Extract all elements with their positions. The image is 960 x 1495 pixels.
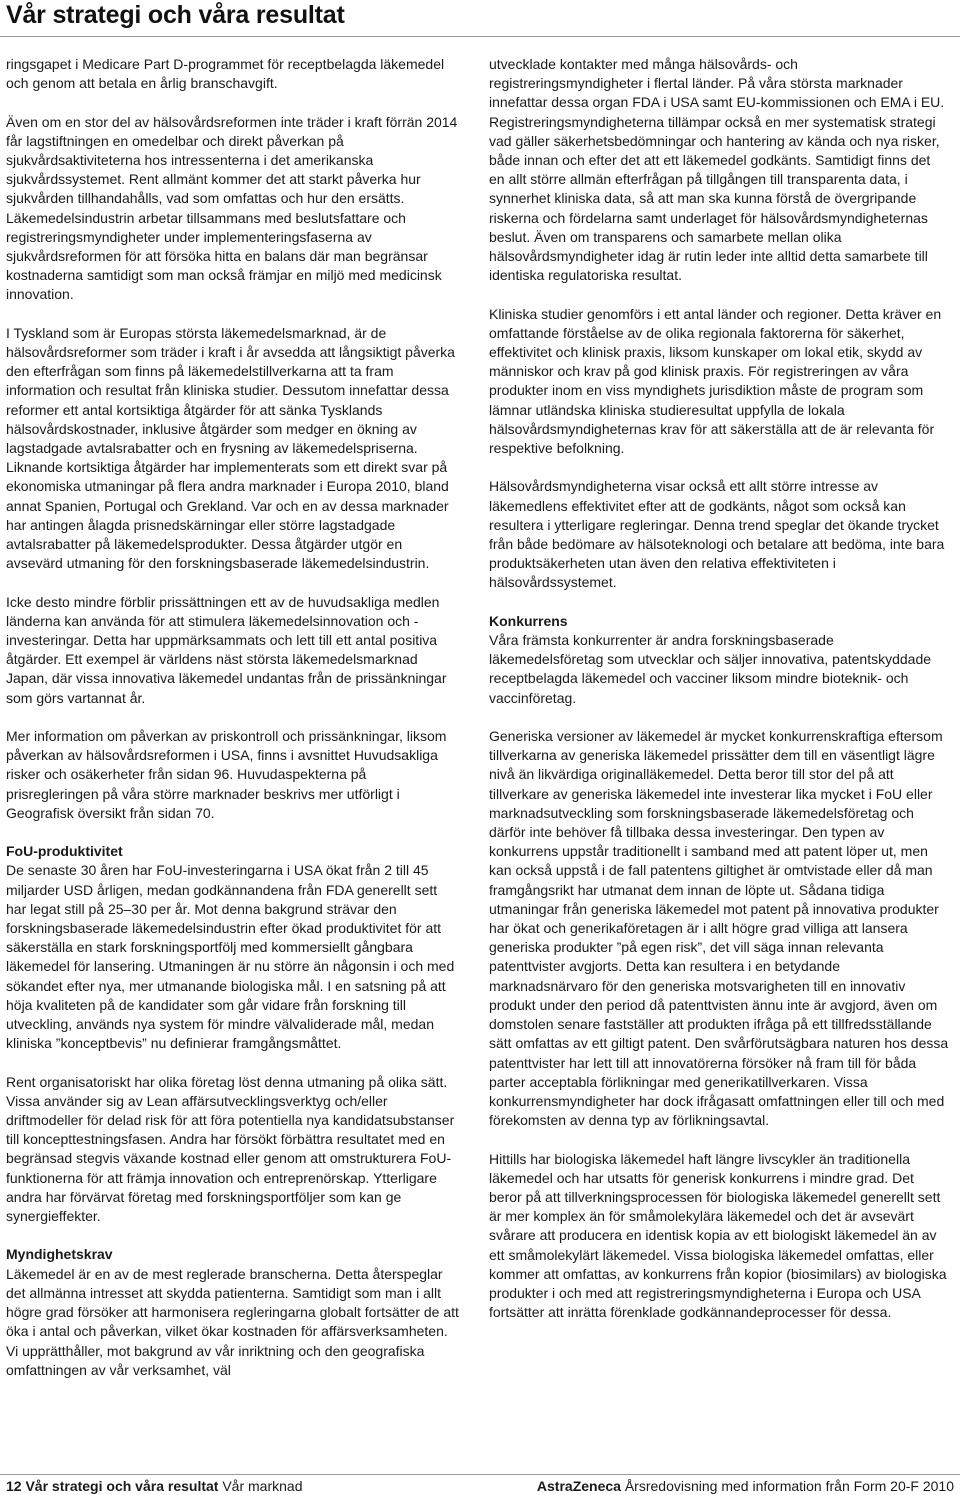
paragraph: ringsgapet i Medicare Part D-programmet för receptbelagda läkemedel och genom att betala en årlig branschavgift. — [6, 56, 445, 92]
paragraph: Läkemedel är en av de mest reglerade branscherna. Detta återspeglar det allmänna intresset att skydda patienterna. Samtidigt som man i allt högre grad försöker att harmonisera regleringarna globalt fortsätter de att öka i antal och påverkan, vilket ökar kostnaden för affärsverksamheten. Vi upprätthåller, mot bakgrund av vår inriktning och den geografiska omfattningen av vår verksamhet, väl — [6, 1265, 459, 1378]
paragraph: Även om en stor del av hälsovårdsreformen inte träder i kraft förrän 2014 får lagstiftningen en omedelbar och direkt påverkan på sjukvårdsaktiviteterna hos intressenterna i det amerikanska sjukvårdssystemet. Rent allmänt kommer det att starkt påverka hur sjukvården tillhandahålls, vad som omfattas och hur den ersätts. Läkemedelsindustrin arbetar tillsammans med beslutsfattare och registreringsmyndigheter under implementeringsfaserna av sjukvårdsreformen för att försöka hitta en balans där man begränsar kostnaderna samtidigt som man också främjar en miljö med medicinsk innovation. — [6, 113, 458, 303]
paragraph: Hälsovårdsmyndigheterna visar också ett allt större intresse av läkemedlens effektivitet efter att de godkänts, något som också kan resultera i ytterligare regleringar. Denna trend speglar det ökande trycket från både bedömare av hälsoteknologi och betalare att bedöma, inte bara produktsäkerheten utan även den relativa effektiviteten i hälsovårdssystemet. — [489, 478, 945, 591]
section-heading-konkurrens: Konkurrens — [489, 612, 568, 629]
paragraph: Generiska versioner av läkemedel är mycket konkurrenskraftiga eftersom tillverkarna av generiska läkemedel prissätter dem till en väsentligt lägre nivå än likvärdiga originalläkemedel. Detta beror till stor del på att tillverkare av generiska läkemedel inte investerar lika mycket i FoU eller marknadsutveckling som forskningsbaserade läkemedelsföretag och därför inte behöver få tillbaka dessa investeringar. Den typen av konkurrens uppstår traditionellt i samband med att patent löper ut, men kan också uppstå i de fall patentens giltighet är omtvistade eller då man framgångsrikt har utmanat dem innan de löpte ut. Sådana tidiga utmaningar från generiska läkemedel mot patent på innovativa produkter har ökat och generikaföretagen är i allt högre grad villiga att lansera generiska produkter ”på egen risk”, det vill säga innan relevanta patenttvister avgjorts. Detta kan resultera i en betydande marknadsnärvaro för den generiska motsvarigheten till en innovativ produkt under den period då patenttvisten ännu inte är avgjord, även om domstolen senare fastställer att produkten ifråga på ett tillfredsställande sätt omfattas av ett giltigt patent. Den svårförutsägbara naturen hos dessa patenttvister har lett till att innovatörerna försöker nå fram till för båda parter acceptabla förlikningar med generikatillverkaren. Vissa konkurrensmyndigheter har dock ifrågasatt omfattningen eller till och med förekomsten av denna typ av förlikningsavtal. — [489, 728, 949, 1129]
left-column — [6, 55, 461, 1380]
paragraph: De senaste 30 åren har FoU-investeringarna i USA ökat från 2 till 45 miljarder USD årligen, medan godkännandena från FDA generellt sett har legat still på 25–30 per år. Mot denna bakgrund strävar den forskningsbaserade läkemedelsindustrin efter ökad produktivitet för att säkerställa en stark forskningsportfölj med kommersiellt gångbara läkemedel för lansering. Utmaningen är nu större än någonsin i och med sökandet efter nya, mer utmanande biologiska mål. I en satsning på att höja kvaliteten på de kandidater som går vidare från forskning till utveckling, används nya system för mindre välvaliderade mål, medan kliniska ”konceptbevis” nu definierar framgångsmåttet. — [6, 862, 455, 1052]
footer-section-title: Vår strategi och våra resultat — [25, 1478, 219, 1494]
report-title: Årsredovisning med information från Form 20-F 2010 — [624, 1478, 954, 1494]
footer-right — [537, 1478, 954, 1495]
footer-divider — [0, 1474, 960, 1475]
section-heading-fou: FoU-produktivitet — [6, 843, 123, 860]
section-heading-myndighetskrav: Myndighetskrav — [6, 1246, 113, 1263]
right-column — [489, 55, 949, 1322]
paragraph: Kliniska studier genomförs i ett antal länder och regioner. Detta kräver en omfattande förståelse av de olika regionala faktorerna för säkerhet, effektivitet och klinisk praxis, liksom kunskaper om lokal etik, skydd av människor och krav på god klinisk praxis. För registreringen av våra produkter inom en viss myndighets jurisdiktion måste de program som lämnar utländska kliniska studieresultat uppfylla de lokala hälsovårdsmyndigheternas krav för att säkerställa att de är relevanta för respektive befolkning. — [489, 305, 942, 457]
page-number: 12 — [6, 1478, 22, 1494]
company-name: AstraZeneca — [536, 1478, 621, 1494]
page-title: Vår strategi och våra resultat — [6, 1, 345, 29]
paragraph: utvecklade kontakter med många hälsovårds- och registreringsmyndigheter i flertal länder. På våra största marknader innefattar dessa organ FDA i USA samt EU-kommissionen och EMA i EU. Registreringsmyndigheterna tillämpar också en mer systematisk strategi vad gäller säkerhetsbedömningar och hantering av kända och nya risker, både innan och efter det att ett läkemedel godkänts. Samtidigt finns det en allt större allmän efterfrågan på tillgången till transparenta data, i synnerhet kliniska data, så att man ska kunna förstå de övergripande riskerna och fördelarna samt underlaget för hälsovårdsmyndigheternas beslut. Även om transparens och samarbete mellan olika hälsovårdsmyndigheter idag är rutin leder inte alltid detta samarbete till identiska regulatoriska resultat. — [489, 56, 945, 284]
paragraph: Rent organisatoriskt har olika företag löst denna utmaning på olika sätt. Vissa använder sig av Lean affärsutvecklingsverktyg och/eller driftmodeller för delad risk för att föra potentiella nya kandidatsubstanser till koncepttestningsfasen. Andra har försökt förbättra resultatet med en begränsad stegvis växande kostnad eller genom att omstrukturera FoU-funktionerna för att främja innovation och entreprenörskap. Ytterligare andra har förvärvat företag med forskningsportföljer som kan ge synergieffekter. — [6, 1073, 455, 1225]
paragraph: Mer information om påverkan av priskontroll och prissänkningar, liksom påverkan av hälsovårdsreformen i USA, finns i avsnittet Huvudsakliga risker och osäkerheter från sidan 96. Huvudaspekterna på prisregleringen på våra större marknader beskrivs mer utförligt i Geografisk översikt från sidan 70. — [6, 728, 447, 821]
paragraph: Hittills har biologiska läkemedel haft längre livscykler än traditionella läkemedel och har utsatts för generisk konkurrens i mindre grad. Det beror på att tillverkningsprocessen för biologiska läkemedel generellt sett är mer komplex än för småmolekylära läkemedel och det är avsevärt svårare att producera en identisk kopia av ett biologiskt läkemedel än av ett småmolekylärt läkemedel. Vissa biologiska läkemedel omfattas, eller kommer att omfattas, av konkurrens från kopior (biosimilars) av biologiska produkter i och med att registreringsmyndigheterna i Europa och USA fortsätter att inrätta förenklade godkännandeprocesser för dessa. — [489, 1150, 947, 1321]
paragraph: Våra främsta konkurrenter är andra forskningsbaserade läkemedelsföretag som utvecklar och säljer innovativa, patentskyddade receptbelagda läkemedel och vacciner liksom mindre bioteknik- och vaccinföretag. — [489, 632, 932, 706]
title-divider — [0, 36, 960, 37]
footer-left — [6, 1478, 303, 1495]
footer-subsection: Vår marknad — [222, 1478, 303, 1494]
paragraph: I Tyskland som är Europas största läkemedelsmarknad, är de hälsovårdsreformer som träder i kraft i år avsedda att långsiktigt påverka den efterfrågan som finns på läkemedelstillverkarna att ta fram information och resultat från kliniska studier. Dessutom innefattar dessa reformer ett antal kortsiktiga åtgärder för att sänka Tysklands hälsovårdskostnader, inklusive åtgärder som medger en ökning av lagstadgade avtalsrabatter och en frysning av läkemedelspriserna. Liknande kortsiktiga åtgärder har implementerats som ett direkt svar på ekonomiska utmaningar på flera andra marknader i Europa 2010, bland annat Spanien, Portugal och Grekland. Var och en av dessa marknader har antingen ålagda prisnedskärningar eller större lagstadgade avtalsrabatter på läkemedelsprodukter. Dessa åtgärder utgör en avsevärd utmaning för den forskningsbaserade läkemedelsindustrin. — [6, 324, 455, 572]
paragraph: Icke desto mindre förblir prissättningen ett av de huvudsakliga medlen länderna kan använda för att stimulera läkemedelsinnovation och -investeringar. Detta har uppmärksammats och lett till ett antal positiva åtgärder. Ett exempel är världens näst största läkemedelsmarknad Japan, där vissa innovativa läkemedel undantas från de prissänkningar som görs vartannat år. — [6, 593, 447, 706]
